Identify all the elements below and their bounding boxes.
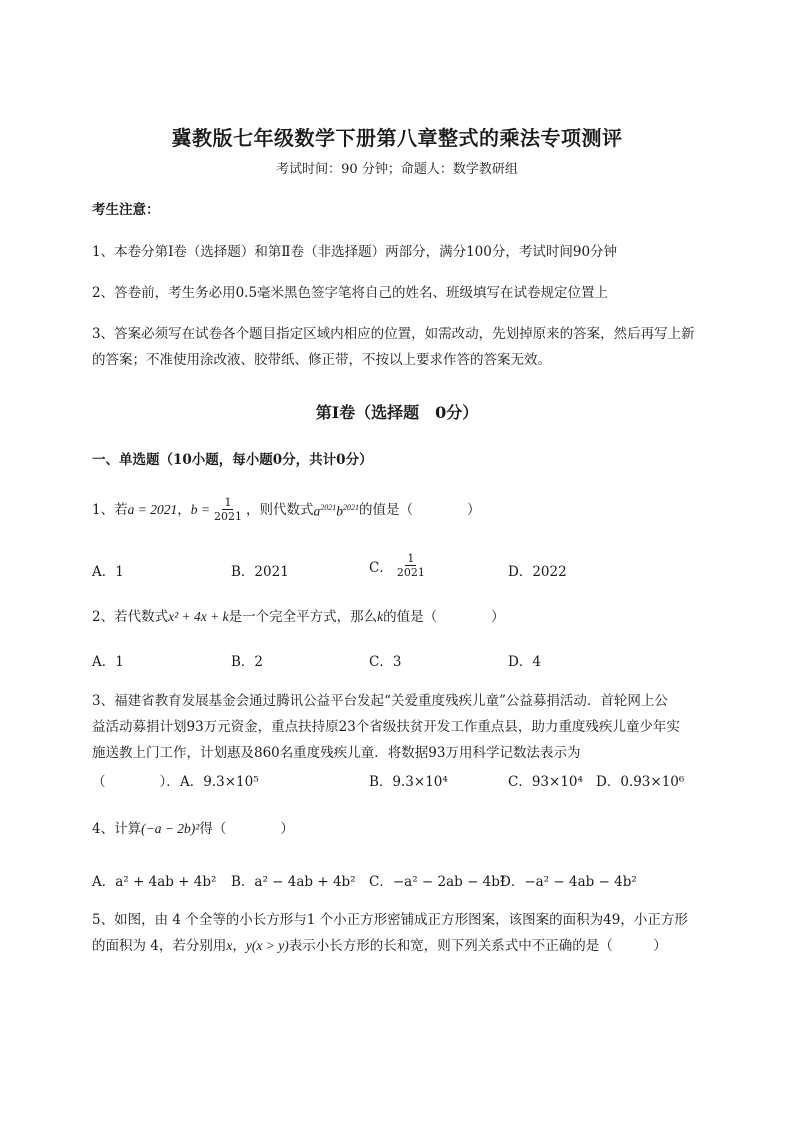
q1-option-c-denominator: 2021 <box>396 566 425 579</box>
question-2 <box>92 605 505 629</box>
q1-option-d: D．2022 <box>508 564 567 580</box>
q1-option-c-numerator: 1 <box>407 552 415 565</box>
q2-option-d: D．4 <box>508 654 541 670</box>
q1-middle-text: ，则代数式 <box>245 501 314 518</box>
q3-option-d: D．0.93×10⁶ <box>596 774 685 790</box>
q4-option-a: A．a² + 4ab + 4b² <box>92 874 217 890</box>
q1-separator: ， <box>177 501 191 518</box>
q2-prefix: 2、若代数式 <box>92 609 169 625</box>
q3-option-a: A．9.3×10⁵ <box>180 774 259 790</box>
q4-option-c: C．−a² − 2ab − 4b² <box>369 874 506 890</box>
q2-option-b: B．2 <box>231 654 264 670</box>
page-title: 冀教版七年级数学下册第八章整式的乘法专项测评 <box>171 126 623 150</box>
q3-option-c: C．93×10⁴ <box>508 774 583 790</box>
q1-b-numerator: 1 <box>224 496 232 510</box>
notice-item-2: 2、答卷前，考生务必用0.5毫米黑色签字笔将自己的姓名、班级填写在试卷规定位置上 <box>92 285 609 301</box>
q5-variable-x: x <box>226 938 233 953</box>
q4-suffix: 得（ ） <box>199 821 294 837</box>
part-heading: 一、单选题（10小题，每小题0分，共计0分） <box>92 452 373 468</box>
question-1 <box>92 496 480 524</box>
q5-line-2 <box>92 934 667 958</box>
q1-prefix: 1、若 <box>92 501 128 518</box>
q3-option-b: B．9.3×10⁴ <box>369 774 448 790</box>
section-title: 第Ⅰ卷（选择题 0分） <box>315 403 479 422</box>
q2-option-a: A．1 <box>92 654 124 670</box>
notice-item-1: 1、本卷分第Ⅰ卷（选择题）和第Ⅱ卷（非选择题）两部分，满分100分，考试时间90分钟 <box>92 244 618 260</box>
q1-b-fraction <box>212 496 244 523</box>
q2-option-c: C．3 <box>369 654 402 670</box>
q1-b-denominator: 2021 <box>213 510 242 524</box>
q3-line-2: 益活动募捐计划93万元资金，重点扶持原23个省级扶贫开发工作重点县，助力重度残疾儿童少年实 <box>92 719 680 735</box>
q1-suffix: 的值是（ ） <box>358 501 481 518</box>
q3-line-3: 施送教上门工作，计划惠及860名重度残疾儿童．将数据93万用科学记数法表示为 <box>92 745 581 761</box>
q5-line-2-suffix: 表示小长方形的长和宽，则下列关系式中不正确的是（ ） <box>288 938 667 954</box>
q2-suffix: 的值是（ ） <box>383 609 505 625</box>
q1-b-equation: b = <box>190 501 210 517</box>
question-4 <box>92 817 294 841</box>
q3-answer-paren: （ ）． <box>92 774 180 790</box>
q1-expression: $a^{2021}b^{2021}$ <box>313 503 359 519</box>
q2-variable-k: k <box>377 609 384 624</box>
notice-item-3-cont: 的答案；不准使用涂改液、胶带纸、修正带，不按以上要求作答的答案无效。 <box>92 352 551 368</box>
q5-line-1: 5、如图，由 4 个全等的小长方形与1 个小正方形密铺成正方形图案，该图案的面积为49，小正方形 <box>92 912 688 928</box>
q1-option-b: B．2021 <box>231 564 289 580</box>
q4-option-d: D．−a² − 4ab − 4b² <box>500 874 637 890</box>
q5-condition: y(x > y) <box>245 938 289 953</box>
q1-option-c-fraction <box>395 552 427 579</box>
q1-a-equation: a = 2021 <box>127 501 178 517</box>
q1-option-c-label: C． <box>369 559 393 576</box>
q4-expression: (−a − 2b)² <box>141 821 200 836</box>
q1-option-c <box>369 552 429 579</box>
q2-expression: x² + 4x + k <box>168 609 229 624</box>
q4-option-b: B．a² − 4ab + 4b² <box>231 874 356 890</box>
notice-heading: 考生注意： <box>92 202 160 218</box>
q5-line-2-prefix: 的面积为 4，若分别用 <box>92 938 227 954</box>
q3-line-1: 3、福建省教育发展基金会通过腾讯公益平台发起“关爱重度残疾儿童”公益募捐活动．首轮网上公 <box>92 693 668 709</box>
q5-comma: ， <box>232 938 246 954</box>
q4-prefix: 4、计算 <box>92 821 142 837</box>
q1-option-a: A．1 <box>92 564 124 580</box>
exam-info: 考试时间：90 分钟；命题人：数学教研组 <box>276 162 518 177</box>
q2-middle-text: 是一个完全平方式，那么 <box>228 609 378 625</box>
notice-item-3: 3、答案必须写在试卷各个题目指定区域内相应的位置，如需改动，先划掉原来的答案，然后再写上新 <box>92 326 695 342</box>
